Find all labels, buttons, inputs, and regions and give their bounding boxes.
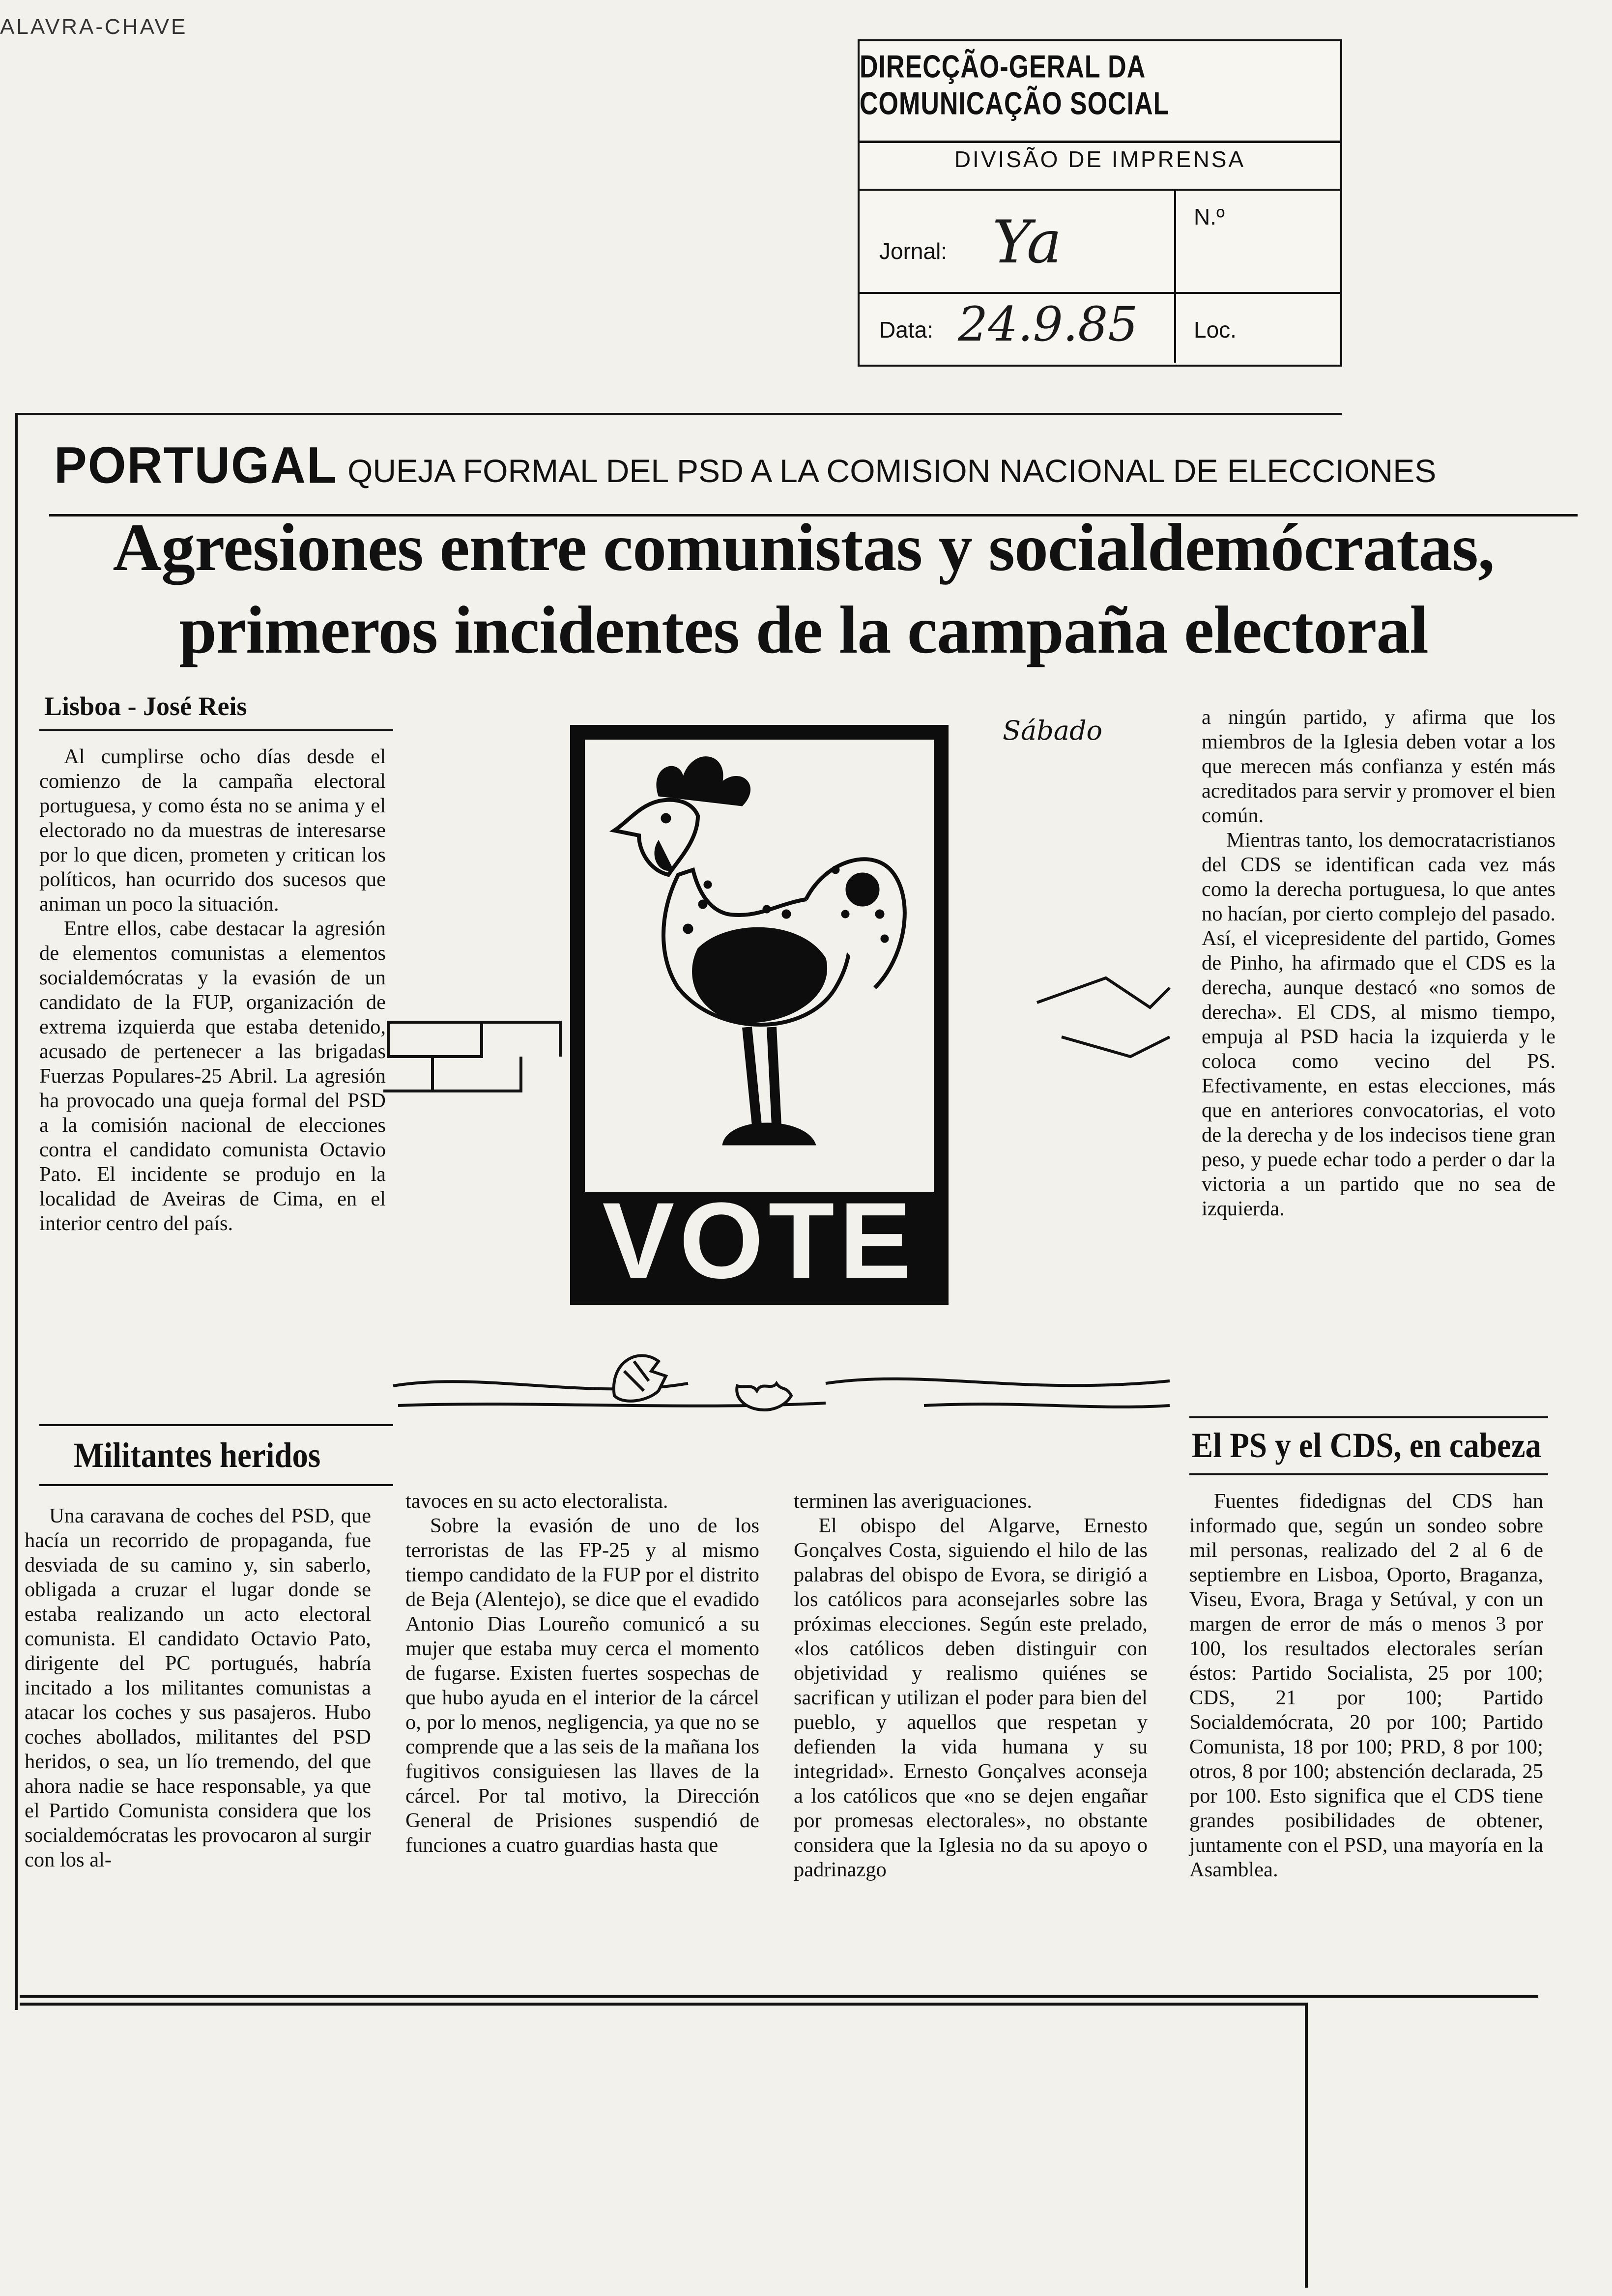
- col4-paragraph-1: Mientras tanto, los democratacristianos del CDS se identifican cada vez más como la derecha portuguesa, lo que antes no hacían, por cierto complejo del pasado. Así, el vicepresidente del partido, Gomes de Pinho, ha afirmado que el CDS es la derecha, aunque destacó «no somos de derecha». El CDS, al mismo tiempo, empuja al PSD hacia la izquierda y le coloca como vecino del PS. Efectivamente, en estas elecciones, más que en anteriores convocatorias, el voto de la derecha y de los indecisos tiene gran peso, y puede echar todo a perder o dar la victoria a un partido que no sea de izquierda.: [1202, 829, 1555, 1220]
- col2-paragraph-0: tavoces en su acto electoralista.: [405, 1490, 668, 1513]
- corner-label: ALAVRA-CHAVE: [0, 15, 188, 39]
- stamp-jornal-value: Ya: [992, 208, 1062, 277]
- headline-line-2: primeros incidentes de la campaña electoral: [179, 592, 1428, 667]
- subhead1-rule-bottom: [39, 1484, 393, 1486]
- clipping-frame-left: [15, 413, 18, 2010]
- stamp-division: DIVISÃO DE IMPRENSA: [954, 146, 1246, 172]
- stamp-data-label: Data:: [879, 317, 933, 343]
- subhead-militantes: Militantes heridos: [74, 1435, 321, 1475]
- subhead2-rule-top: [1189, 1416, 1548, 1418]
- col3-paragraph-0: terminen las averiguaciones.: [794, 1490, 1033, 1513]
- section-label: PORTUGAL: [54, 436, 338, 494]
- subhead2-rule-bottom: [1189, 1473, 1548, 1475]
- column-4-bottom: [1189, 1489, 1543, 1882]
- headline-line-1: Agresiones entre comunistas y socialdemócratas,: [113, 510, 1495, 585]
- stamp-divider: [1174, 189, 1176, 363]
- col1b-paragraph-1: Una caravana de coches del PSD, que hacía un recorrido de propaganda, fue desviada de su camino y, sin saberlo, obligada a cruzar el lugar donde se estaba realizando un acto electoral comunista. El candidato Octavio Pato, dirigente del PC portugués, habría incitado a los militantes comunistas a atacar los coches y sus pasajeros. Hubo coches abollados, militantes del PSD heridos, o sea, un lío tremendo, del que ahora nadie se hace responsable, ya que el Partido Comunista considera que los socialdemócratas les provocaron al surgir con los al-: [25, 1504, 371, 1871]
- byline: Lisboa - José Reis: [44, 691, 247, 721]
- subhead1-rule-top: [39, 1424, 393, 1426]
- article-bottom-rule: [20, 1995, 1538, 1998]
- lower-frame-top: [20, 2003, 1307, 2006]
- col1-paragraph-2: Entre ellos, cabe destacar la agresión de elementos comunistas a elementos socialdemócratas y la evasión de un candidato de la FUP, organización de extrema izquierda que estaba detenido, acusado de pertenecer a las brigadas Fuerzas Populares-25 Abril. La agresión ha provocado una queja formal del PSD a la comisión nacional de elecciones contra el candidato comunista Octavio Pato. El incidente se produjo en la localidad de Aveiras de Cima, en el interior centro del país.: [39, 917, 386, 1235]
- illustrator-signature: Sábado: [1003, 715, 1103, 746]
- article-kicker: [54, 437, 1436, 494]
- stamp-title: DIRECÇÃO-GERAL DA COMUNICAÇÃO SOCIAL: [860, 49, 1170, 122]
- vote-rooster-illustration: [383, 683, 1175, 1450]
- col4-paragraph-0: a ningún partido, y afirma que los miembros de la Iglesia deben votar a los que merecen más confianza y estén más acreditados para servir y promover el bien común.: [1202, 706, 1555, 827]
- byline-rule: [39, 729, 393, 731]
- poster-vote-word: VOTE: [602, 1180, 917, 1301]
- col3-paragraph-1: El obispo del Algarve, Ernesto Gonçalves Costa, siguiendo el hilo de las palabras del obispo de Evora, se dirigió a los católicos para aconsejarles sobre las próximas elecciones. Según este prelado, «los católicos deben distinguir con objetividad y realismo quiénes se sacrifican y utilizan el poder para bien del pueblo, y aquellos que respetan y defienden la vida humana y su integridad». Ernesto Gonçalves aconseja a los católicos que «no se dejen engañar por promesas electorales», no obstante considera que la Iglesia no da su apoyo o padrinazgo: [794, 1514, 1148, 1881]
- press-division-stamp: [858, 39, 1342, 367]
- article-headline: [29, 506, 1578, 671]
- stamp-loc-label: Loc.: [1194, 317, 1237, 343]
- column-3: [794, 1489, 1148, 1882]
- stamp-numero-label: N.º: [1194, 204, 1225, 230]
- column-1-bottom: [25, 1504, 371, 1872]
- clipping-frame-top: [15, 413, 1342, 415]
- col2-paragraph-1: Sobre la evasión de uno de los terroristas de las FP-25 y al mismo tiempo candidato de la FUP por el distrito de Beja (Alentejo), se dice que el evadido Antonio Dias Loureño comunicó a su mujer que estaba muy cerca el momento de fugarse. Existen fuertes sospechas de que hubo ayuda en el interior de la cárcel o, por lo menos, negligencia, ya que no se comprende que a las seis de la mañana los fugitivos consiguiesen las llaves de la cárcel. Por tal motivo, la Dirección General de Prisiones suspendió de funciones a cuatro guardias hasta que: [405, 1514, 759, 1857]
- column-4-top: [1202, 705, 1555, 1221]
- col1-paragraph-1: Al cumplirse ocho días desde el comienzo de la campaña electoral portuguesa, y como ésta no se anima y el electorado no da muestras de interesarse por lo que dicen, prometen y critican los políticos, han ocurrido dos sucesos que animan un poco la situación.: [39, 745, 386, 916]
- stamp-jornal-label: Jornal:: [879, 238, 948, 264]
- lower-frame-right: [1305, 2003, 1308, 2288]
- subhead-ps-cds: El PS y el CDS, en cabeza: [1192, 1426, 1541, 1465]
- column-2: [405, 1489, 759, 1858]
- col4b-paragraph-1: Fuentes fidedignas del CDS han informado que, según un sondeo sobre mil personas, realizado del 2 al 6 de septiembre en Lisboa, Oporto, Braganza, Viseu, Evora, Braga y Setúval, y con un margen de error de más o menos 3 por 100, los resultados electorales serían éstos: Partido Socialista, 25 por 100; CDS, 21 por 100; Partido Socialdemócrata, 20 por 100; Partido Comunista, 18 por 100; PRD, 8 por 100; otros, 8 por 100; abstención declarada, 25 por 100. Esto significa que el CDS tiene grandes posibilidades de obtener, juntamente con el PSD, una mayoría en la Asamblea.: [1189, 1490, 1543, 1881]
- kicker-text: QUEJA FORMAL DEL PSD A LA COMISION NACIONAL DE ELECCIONES: [347, 453, 1437, 489]
- stamp-data-value: 24.9.85: [958, 297, 1138, 352]
- column-1-top: [39, 745, 386, 1236]
